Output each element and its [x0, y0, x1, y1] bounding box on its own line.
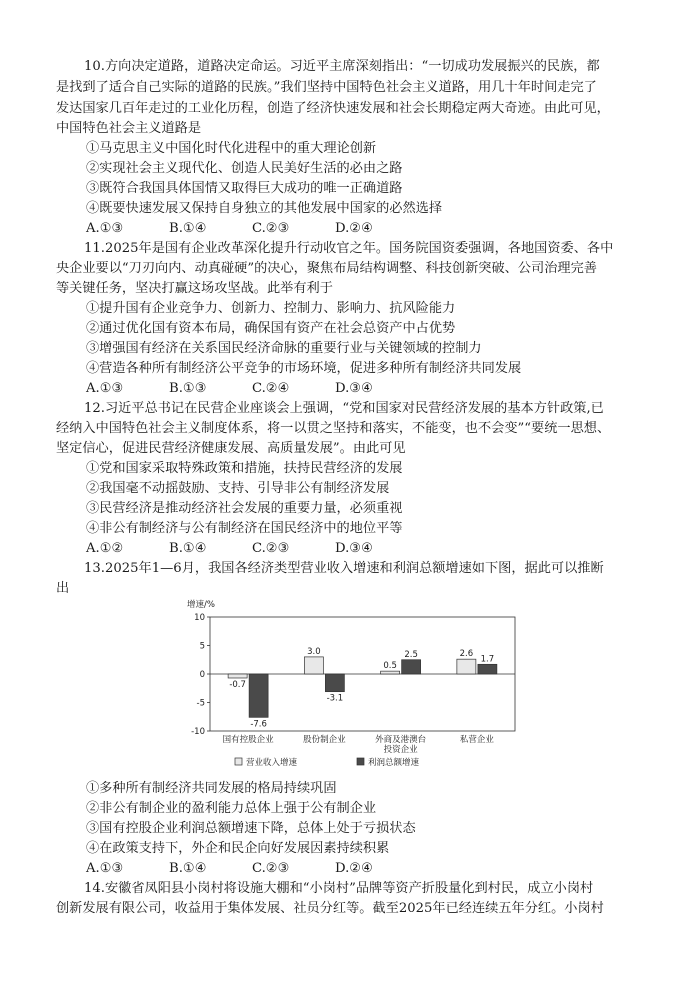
x-category-label: 外商及港澳台	[375, 735, 427, 745]
y-tick-label: 5	[199, 641, 205, 652]
q13-item-1: ①多种所有制经济共同发展的格局持续巩固	[86, 781, 337, 796]
q12-choice-a: A.①②	[86, 541, 124, 556]
q13-choices	[86, 860, 418, 878]
bar-revenue-growth	[304, 657, 323, 674]
legend-swatch	[235, 758, 242, 765]
q11-stem-line-2: 央企业要以“刀刃向内、动真碰硬”的决心，聚焦布局结构调整、科技创新突破、公司治理完善	[56, 261, 597, 276]
bar-revenue-growth	[457, 659, 476, 674]
bar-revenue-growth	[228, 674, 247, 678]
bar-value-label: 2.5	[404, 649, 418, 660]
q13-stem-line-2: 出	[56, 581, 70, 596]
q12-choices	[86, 540, 418, 558]
q11-stem-line-3: 等关键任务，坚决打赢这场攻坚战。此举有利于	[56, 281, 333, 296]
q10-choice-c: C.②③	[252, 221, 290, 236]
q10-choice-a: A.①③	[86, 221, 124, 236]
q11-choice-a: A.①③	[86, 381, 124, 396]
q11-choices	[86, 380, 418, 398]
q10-item-1: ①马克思主义中国化时代化进程中的重大理论创新	[86, 141, 377, 156]
q14-stem-line-1: 14.安徽省凤阳县小岗村将设施大棚和“小岗村”品牌等资产折股量化到村民，成立小岗村	[84, 881, 594, 896]
q10-item-2: ②实现社会主义现代化、创造人民美好生活的必由之路	[86, 161, 403, 176]
q13-item-4: ④在政策支持下，外企和民企向好发展因素持续积累	[86, 841, 390, 856]
bar-value-label: -7.6	[250, 719, 267, 730]
bar-revenue-growth	[381, 671, 400, 674]
y-axis-label: 增速/%	[187, 600, 215, 610]
x-category-label: 国有控股企业	[222, 735, 274, 745]
bar-value-label: -0.7	[229, 679, 246, 690]
bar-profit-growth	[402, 660, 421, 674]
q12-stem-line-3: 坚定信心，促进民营经济健康发展、高质量发展”。由此可见	[56, 441, 406, 456]
y-tick-label: 0	[199, 670, 205, 680]
q12-choice-b: B.①④	[169, 541, 207, 556]
q13-item-3: ③国有控股企业利润总额增速下降，总体上处于亏损状态	[86, 821, 416, 836]
bar-value-label: 1.7	[480, 654, 495, 665]
q12-item-2: ②我国毫不动摇鼓励、支持、引导非公有制经济发展	[86, 481, 390, 496]
q10-stem-line-3: 发达国家几百年走过的工业化历程，创造了经济快速发展和社会长期稳定两大奇迹。由此可见，	[56, 101, 610, 116]
q10-stem-line-2: 是找到了适合自己实际的道路的民族。”我们坚持中国特色社会主义道路，用几十年时间走完了	[56, 80, 597, 95]
q10-stem-line-4: 中国特色社会主义道路是	[56, 121, 202, 136]
q11-item-3: ③增强国有经济在关系国民经济命脉的重要行业与关键领域的控制力	[86, 341, 482, 356]
legend-swatch	[357, 758, 364, 765]
x-category-label: 私营企业	[459, 735, 494, 745]
bar-profit-growth	[249, 674, 268, 717]
q10-choice-d: D.②④	[335, 221, 373, 236]
q13-choice-a: A.①③	[86, 861, 124, 876]
q12-stem-line-2: 经纳入中国特色社会主义制度体系，将一以贯之坚持和落实，不能变，也不会变”“要统一思想、	[56, 421, 611, 436]
q11-item-1: ①提升国有企业竞争力、创新力、控制力、影响力、抗风险能力	[86, 301, 456, 316]
chart-bars	[228, 647, 497, 729]
x-category-label: 投资企业	[383, 745, 418, 755]
legend-label: 利润总额增速	[368, 758, 420, 768]
q10-choices	[86, 220, 418, 238]
q10-item-3: ③既符合我国具体国情又取得巨大成功的唯一正确道路	[86, 181, 403, 196]
q12-stem-line-1: 12.习近平总书记在民营企业座谈会上强调，“党和国家对民营经济发展的基本方针政策,已	[84, 401, 604, 416]
x-category-label: 股份制企业	[303, 735, 346, 745]
q13-choice-c: C.②③	[252, 861, 290, 876]
q12-item-4: ④非公有制经济与公有制经济在国民经济中的地位平等	[86, 521, 403, 536]
bar-value-label: 0.5	[383, 661, 397, 672]
y-tick-label: -5	[196, 698, 205, 709]
chart-legend	[235, 757, 420, 768]
q10-item-4: ④既要快速发展又保持自身独立的其他发展中国家的必然选择	[86, 201, 443, 216]
q13-stem-line-1: 13.2025年1—6月，我国各经济类型营业收入增速和利润总额增速如下图，据此可以推断	[84, 561, 604, 576]
q14-stem-line-2: 创新发展有限公司，收益用于集体发展、社员分红等。截至2025年已经连续五年分红。小岗村	[56, 901, 604, 916]
legend-label: 营业收入增速	[246, 758, 298, 768]
q10-choice-b: B.①④	[169, 221, 207, 236]
bar-value-label: -3.1	[326, 693, 344, 704]
growth-rate-bar-chart	[175, 595, 525, 780]
q13-item-2: ②非公有制企业的盈利能力总体上强于公有制企业	[86, 801, 377, 816]
chart-x-labels	[223, 734, 495, 755]
q11-item-2: ②通过优化国有资本布局，确保国有资产在社会总资产中占优势	[86, 321, 456, 336]
q11-stem-line-1: 11.2025年是国有企业改革深化提升行动收官之年。国务院国资委强调，各地国资委、各中	[84, 241, 614, 256]
q13-choice-b: B.①④	[169, 861, 207, 876]
q11-choice-b: B.①③	[169, 381, 207, 396]
q12-item-3: ③民营经济是推动经济社会发展的重要力量，必须重视	[86, 501, 403, 516]
y-tick-label: 10	[194, 613, 205, 623]
y-tick-label: -10	[191, 727, 205, 737]
q12-item-1: ①党和国家采取特殊政策和措施，扶持民营经济的发展	[86, 461, 403, 476]
q10-stem-line-1: 10.方向决定道路，道路决定命运。习近平主席深刻指出：“一切成功发展振兴的民族，都	[84, 59, 600, 74]
bar-value-label: 2.6	[459, 649, 474, 660]
q12-choice-d: D.③④	[335, 541, 373, 556]
q13-choice-d: D.②④	[335, 861, 373, 876]
q11-item-4: ④营造各种所有制经济公平竞争的市场环境，促进多种所有制经济共同发展	[86, 361, 522, 376]
q11-choice-c: C.②④	[252, 381, 290, 396]
bar-value-label: 3.0	[307, 646, 321, 657]
bar-profit-growth	[325, 674, 344, 692]
q12-choice-c: C.②③	[252, 541, 290, 556]
bar-profit-growth	[478, 664, 497, 674]
q11-choice-d: D.③④	[335, 381, 373, 396]
